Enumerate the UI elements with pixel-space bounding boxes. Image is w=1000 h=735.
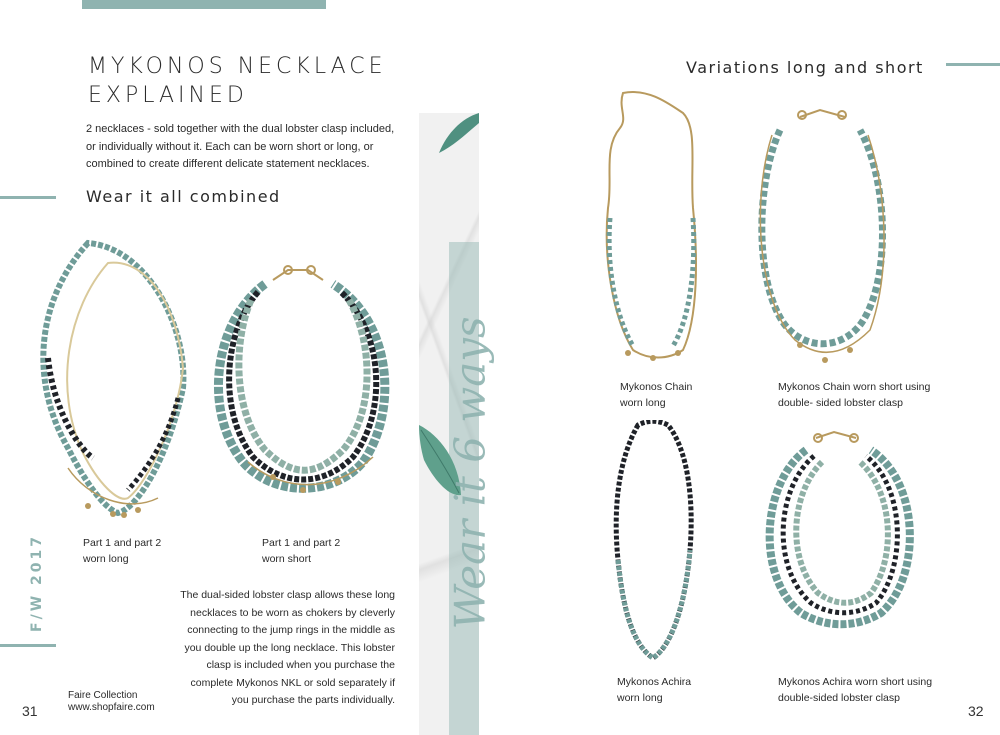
caption-line: worn long [620, 397, 666, 409]
intro-line: or individually without it. Each can be worn short or long, or [86, 140, 374, 153]
caption-line: Part 1 and part 2 [262, 537, 341, 549]
intro-line: combined to create different delicate statement necklaces. [86, 158, 370, 170]
caption-achira-long [617, 674, 691, 706]
necklace-image-combined-short [203, 262, 403, 512]
clasp-line: complete Mykonos NKL or sold separately if [190, 676, 395, 689]
left-accent-line-upper [0, 196, 56, 199]
caption-line: double- sided lobster clasp [778, 397, 903, 409]
caption-combined-short [262, 535, 340, 567]
variations-heading: Variations long and short [686, 58, 924, 77]
wear-combined-heading: Wear it all combined [86, 187, 281, 206]
intro-line: 2 necklaces - sold together with the dual lobster clasp included, [86, 123, 395, 135]
clasp-line: The dual-sided lobster clasp allows these long [180, 589, 395, 601]
intro-paragraph [86, 121, 396, 174]
caption-line: Mykonos Chain [620, 381, 693, 393]
caption-achira-short [778, 674, 932, 706]
title-line-1: MYKONOS NECKLACE [88, 54, 387, 79]
caption-combined-long [83, 535, 161, 567]
season-label: F/W 2017 [29, 534, 45, 632]
right-accent-line [946, 63, 1000, 66]
caption-line: Mykonos Chain worn short using [778, 381, 931, 393]
caption-line: Part 1 and part 2 [83, 537, 162, 549]
top-accent-bar [82, 0, 326, 9]
necklace-image-achira-long [608, 420, 703, 665]
caption-line: worn long [617, 692, 663, 704]
wear-it-6-ways-script: Wear it 6 ways [445, 316, 495, 630]
brand-footer [68, 690, 155, 714]
page-title [88, 52, 387, 110]
necklace-image-chain-short [750, 105, 895, 370]
page-number-left: 31 [22, 703, 38, 719]
necklace-image-combined-long [28, 228, 198, 528]
clasp-line: clasp is included when you purchase the [206, 659, 395, 671]
necklace-image-chain-long [598, 88, 708, 363]
caption-chain-long [620, 379, 692, 411]
caption-chain-short [778, 379, 930, 411]
page-number-right: 32 [968, 703, 984, 719]
caption-line: Mykonos Achira worn short using [778, 676, 933, 688]
leaf-icon [437, 113, 479, 155]
brand-website: www.shopfaire.com [68, 702, 155, 713]
clasp-line: connecting to the jump rings in the middle as [187, 624, 395, 636]
caption-line: Mykonos Achira [617, 676, 692, 688]
clasp-line: necklaces to be worn as chokers by cleverly [190, 606, 395, 619]
left-accent-line-lower [0, 644, 56, 647]
caption-line: worn long [83, 553, 129, 565]
clasp-description [150, 587, 395, 710]
caption-line: double-sided lobster clasp [778, 692, 900, 704]
caption-line: worn short [262, 553, 312, 565]
clasp-line: you purchase the parts individually. [231, 694, 395, 706]
brand-name: Faire Collection [68, 690, 138, 701]
clasp-line: you double up the long necklace. This lobster [184, 641, 395, 654]
title-line-2: EXPLAINED [88, 83, 248, 108]
necklace-image-achira-short [756, 428, 926, 633]
